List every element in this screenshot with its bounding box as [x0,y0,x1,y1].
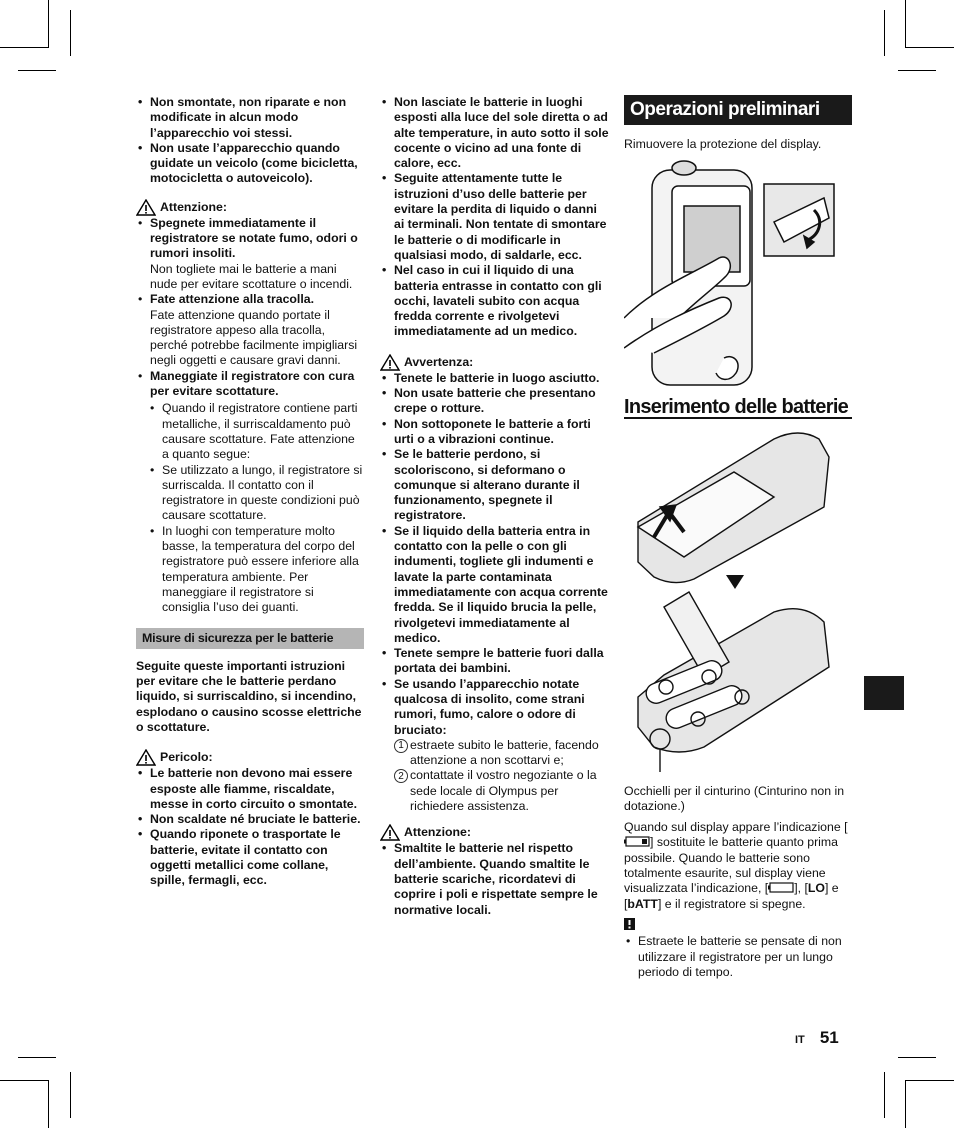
note-icon [624,918,635,930]
list-item: • Non lasciate le batterie in luoghi esposti alla luce del sole diretta o ad alte temperature, in auto sotto il sole cocente o vicino ad una fonte di calore, ecc. [380,95,610,171]
sub-item: • Quando il registratore contiene parti metalliche, il surriscaldamento può causare scottature. Fate attenzione a quanto segue: [148,401,364,462]
column-1 [136,95,364,889]
step-text: estraete subito le batterie, facendo attenzione a non scottarvi e; [410,737,599,768]
sub-item: • In luoghi con temperature molto basse, la temperatura del corpo del registratore può essere inferiore alla temperatura ambiente. Per maneggiare il registratore si consiglia l’uso dei guanti. [148,524,364,616]
list-item: • Quando riponete o trasportate le batterie, evitate il contatto con oggetti metallici come collane, spille, fermagli, ecc. [136,827,364,888]
crop-mark [70,10,71,56]
sub-list [136,401,364,615]
language-code: IT [795,1034,805,1046]
battery-insertion-illustration [624,427,838,772]
crop-mark [884,10,885,56]
step-item [380,738,610,769]
intro-paragraph: Seguite queste importanti istruzioni per evitare che le batterie perdano liquido, si surriscaldino, si incendino, esplodano o causino scosse elettriche o scottature. [136,658,362,734]
sub-item: • Se utilizzato a lungo, il registratore si surriscalda. Il contatto con il registratore in queste condizioni può causare scottature. [148,463,364,524]
list-item: • Nel caso in cui il liquido di una batteria entrasse in contatto con gli occhi, lavateli subito con acqua fredda corrente e rivolgetevi immediatamente ad un medico. [380,263,610,339]
page-number: 51 [819,1028,839,1047]
display-protection-illustration [624,158,838,386]
safety-list-top [136,95,364,187]
item-text: Non togliete mai le batterie a mani nude per evitare scottature o incendi. [150,261,353,291]
list-item [136,216,364,292]
step-item [380,768,610,814]
item-bold: Fate attenzione alla tracolla. [150,292,315,307]
list-item: • Estraete le batterie se pensate di non utilizzare il registratore per un lungo periodo di tempo. [624,934,852,980]
danger-heading [136,749,364,766]
warning-triangle-icon [380,354,400,371]
note-heading [624,918,852,934]
caution-label: Attenzione: [404,825,471,840]
crop-mark [884,1072,885,1118]
caption: Occhielli per il cinturino (Cinturino non in dotazione.) [624,783,845,813]
text: ] e [ [624,881,839,911]
battery-low-icon [624,836,650,847]
warning-list [380,371,610,738]
caution-heading [136,199,364,216]
list-item: • Non scaldate né bruciate le batterie. [136,812,364,827]
list-item: • Se le batterie perdono, si scoloriscono, si deformano o comunque si alterano durante il funzionamento, spegnete il registratore. [380,447,610,523]
list-item [136,292,364,368]
list-item [136,369,364,400]
list-item: • Le batterie non devono mai essere esposte alle fiamme, riscaldate, messe in corto circuito o smontate. [136,766,364,812]
list-item: • Non sottoponete le batterie a forti urti o a vibrazioni continue. [380,417,610,448]
crop-mark [906,47,954,48]
text: ], [ [794,881,808,896]
list-item: • Tenete le batterie in luogo asciutto. [380,371,610,386]
text: ] sostituite le batterie quanto prima possibile. Quando le batterie sono totalmente esaurite, sul display viene visualizzata l’indicazione, [ [624,835,838,896]
list-item: • Seguite attentamente tutte le istruzioni d’uso delle batterie per evitare la perdita di liquido o danni ai terminali. Non tentate di smontare le batterie o di modificarle in qualsiasi modo, di saldarle, ecc. [380,171,610,263]
crop-mark [48,1080,49,1128]
warning-triangle-icon [136,749,156,766]
column-2 [380,95,610,918]
caution-list [136,216,364,400]
danger-label: Pericolo: [160,750,213,765]
item-text: Fate attenzione quando portate il registratore appeso alla tracolla, perché potrebbe facilmente impigliarsi negli oggetti e causare gravi danni. [150,307,358,368]
battery-empty-icon [768,882,794,893]
section-heading: Inserimento delle batterie [624,400,852,418]
warning-triangle-icon [136,199,156,216]
text: Quando sul display appare l’indicazione [ [624,820,848,835]
danger-list [136,766,364,888]
crop-mark [70,1072,71,1118]
list-item: • Tenete sempre le batterie fuori dalla portata dei bambini. [380,646,610,677]
lo-indicator: LO [807,881,825,896]
step-number: 2 [394,769,408,783]
list-item: • Se il liquido della batteria entra in contatto con la pelle o con gli indumenti, togliete gli indumenti e lavate la parte contaminata immediatamente con acqua corrente fredda. Se il liquido brucia la pelle, rivolgetevi immediatamente al medico. [380,524,610,646]
warning-triangle-icon [380,824,400,841]
list-item: • Non smontate, non riparate e non modificate in alcun modo l’apparecchio voi stessi. [136,95,364,141]
caution-heading [380,824,610,841]
list-item: • Non usate l’apparecchio quando guidate un veicolo (come bicicletta, motocicletta o autoveicolo). [136,141,364,187]
crop-mark [0,1080,48,1081]
warning-heading [380,354,610,371]
text: ] e il registratore si spegne. [657,896,806,911]
step-number: 1 [394,739,408,753]
crop-mark [905,1080,906,1128]
column-3 [624,95,852,980]
chapter-tab [864,676,904,710]
caution-list [380,841,610,917]
list-item: • Se usando l’apparecchio notate qualcosa di insolito, come strani rumori, fumo, calore o odore di bruciato: [380,677,610,738]
list-item: • Non usate batterie che presentano crepe o rotture. [380,386,610,417]
caution-label: Attenzione: [160,199,227,214]
page-footer [795,1028,839,1048]
battery-indicator-paragraph [624,820,852,912]
section-heading: Operazioni preliminari [624,95,852,125]
note-list [624,934,852,980]
item-bold: Spegnete immediatamente il registratore se notate fumo, odori o rumori insoliti. [150,215,358,261]
crop-mark [905,0,906,48]
crop-mark [48,0,49,48]
step-text: contattate il vostro negoziante o la sede locale di Olympus per richiedere assistenza. [410,768,597,814]
batt-indicator: bATT [627,896,658,911]
crop-mark [898,1057,936,1058]
warning-label: Avvertenza: [404,354,474,369]
section-bar: Misure di sicurezza per le batterie [136,628,364,649]
item-bold: Maneggiate il registratore con cura per evitare scottature. [150,368,355,399]
crop-mark [898,70,936,71]
crop-mark [18,1057,56,1058]
crop-mark [906,1080,954,1081]
crop-mark [18,70,56,71]
crop-mark [0,47,48,48]
caption: Rimuovere la protezione del display. [624,137,822,151]
battery-list-top [380,95,610,340]
list-item: • Smaltite le batterie nel rispetto dell’ambiente. Quando smaltite le batterie scariche, ricordatevi di coprire i poli e rispettate sempre le normative locali. [380,841,610,917]
